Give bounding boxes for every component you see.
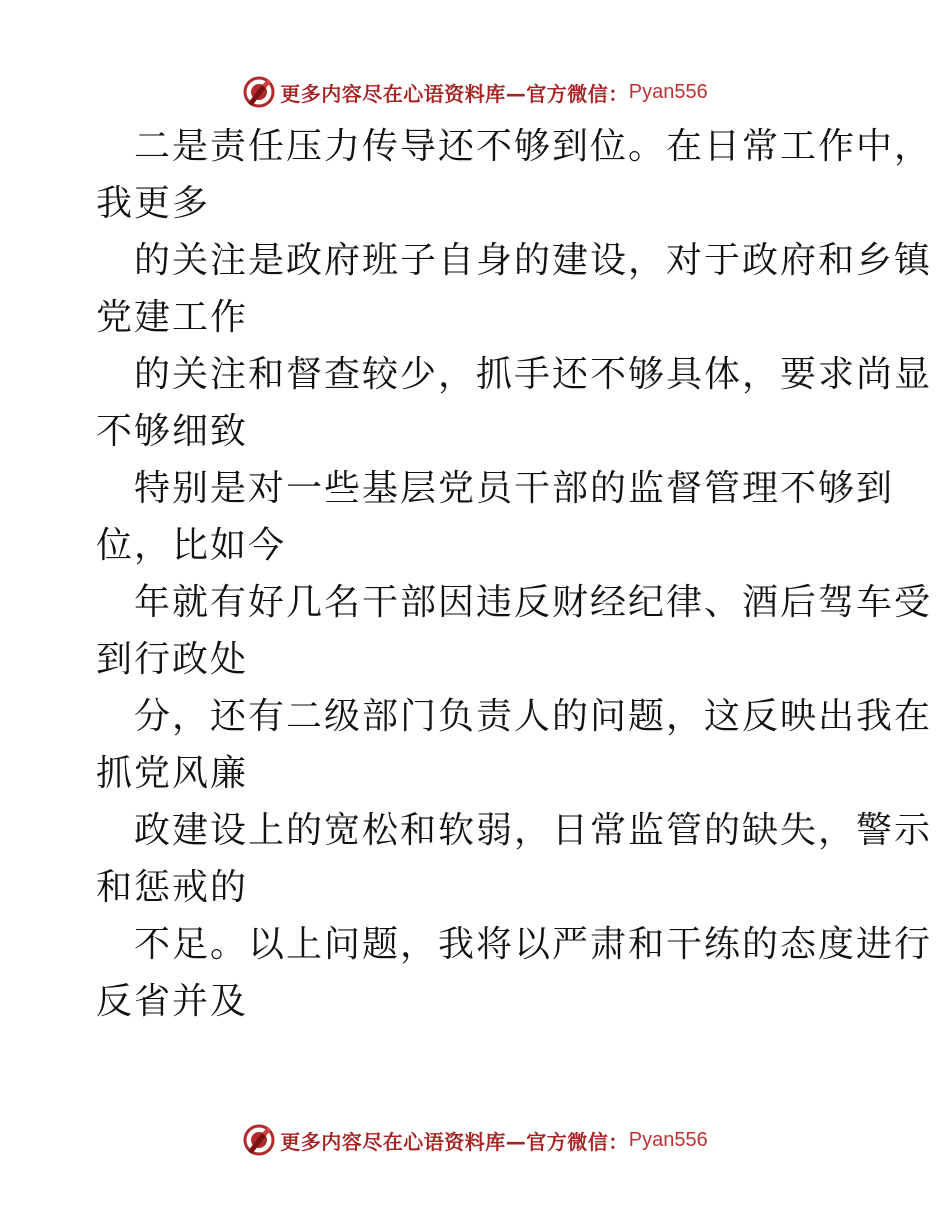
paragraph: [96, 574, 933, 688]
paragraph: [96, 460, 895, 574]
paragraph: [96, 232, 933, 346]
paragraph-line: 的关注是政府班子自身的建设，对于政府和乡镇: [134, 240, 933, 281]
banner-text: 更多内容尽在心语资料库—官方微信：: [280, 81, 629, 106]
paragraph-line: 反省并及: [96, 981, 249, 1022]
paragraph-line: 不够细致: [96, 411, 249, 452]
pen-logo-icon: [242, 75, 276, 109]
paragraph: [96, 916, 933, 1030]
paragraph-line: 二是责任压力传导还不够到位。在日常工作中，: [134, 126, 933, 167]
banner-wechat-id: Pyan556: [628, 80, 708, 103]
footer-banner: [0, 1118, 950, 1162]
paragraph: [96, 688, 933, 802]
paragraph-line: 年就有好几名干部因违反财经纪律、酒后驾车受: [134, 582, 933, 623]
paragraph-line: 位，比如今: [96, 525, 287, 566]
paragraph: [96, 118, 933, 232]
paragraph-line: 到行政处: [96, 639, 249, 680]
paragraph-line: 政建设上的宽松和软弱，日常监管的缺失，警示: [134, 810, 933, 851]
paragraph-line: 的关注和督查较少，抓手还不够具体，要求尚显: [134, 354, 933, 395]
paragraph-line: 不足。以上问题，我将以严肃和干练的态度进行: [134, 924, 933, 965]
paragraph-line: 抓党风廉: [96, 753, 249, 794]
header-banner: [0, 70, 950, 114]
paragraph-line: 分，还有二级部门负责人的问题，这反映出我在: [134, 696, 933, 737]
banner-wechat-id: Pyan556: [628, 1128, 708, 1151]
document-body: [96, 118, 933, 1030]
paragraph-line: 党建工作: [96, 297, 249, 338]
paragraph: [96, 346, 933, 460]
paragraph: [96, 802, 933, 916]
paragraph-line: 特别是对一些基层党员干部的监督管理不够到: [134, 468, 895, 509]
banner-text: 更多内容尽在心语资料库—官方微信：: [280, 1129, 629, 1154]
paragraph-line: 和惩戒的: [96, 867, 249, 908]
paragraph-line: 我更多: [96, 183, 211, 224]
pen-logo-icon: [242, 1123, 276, 1157]
